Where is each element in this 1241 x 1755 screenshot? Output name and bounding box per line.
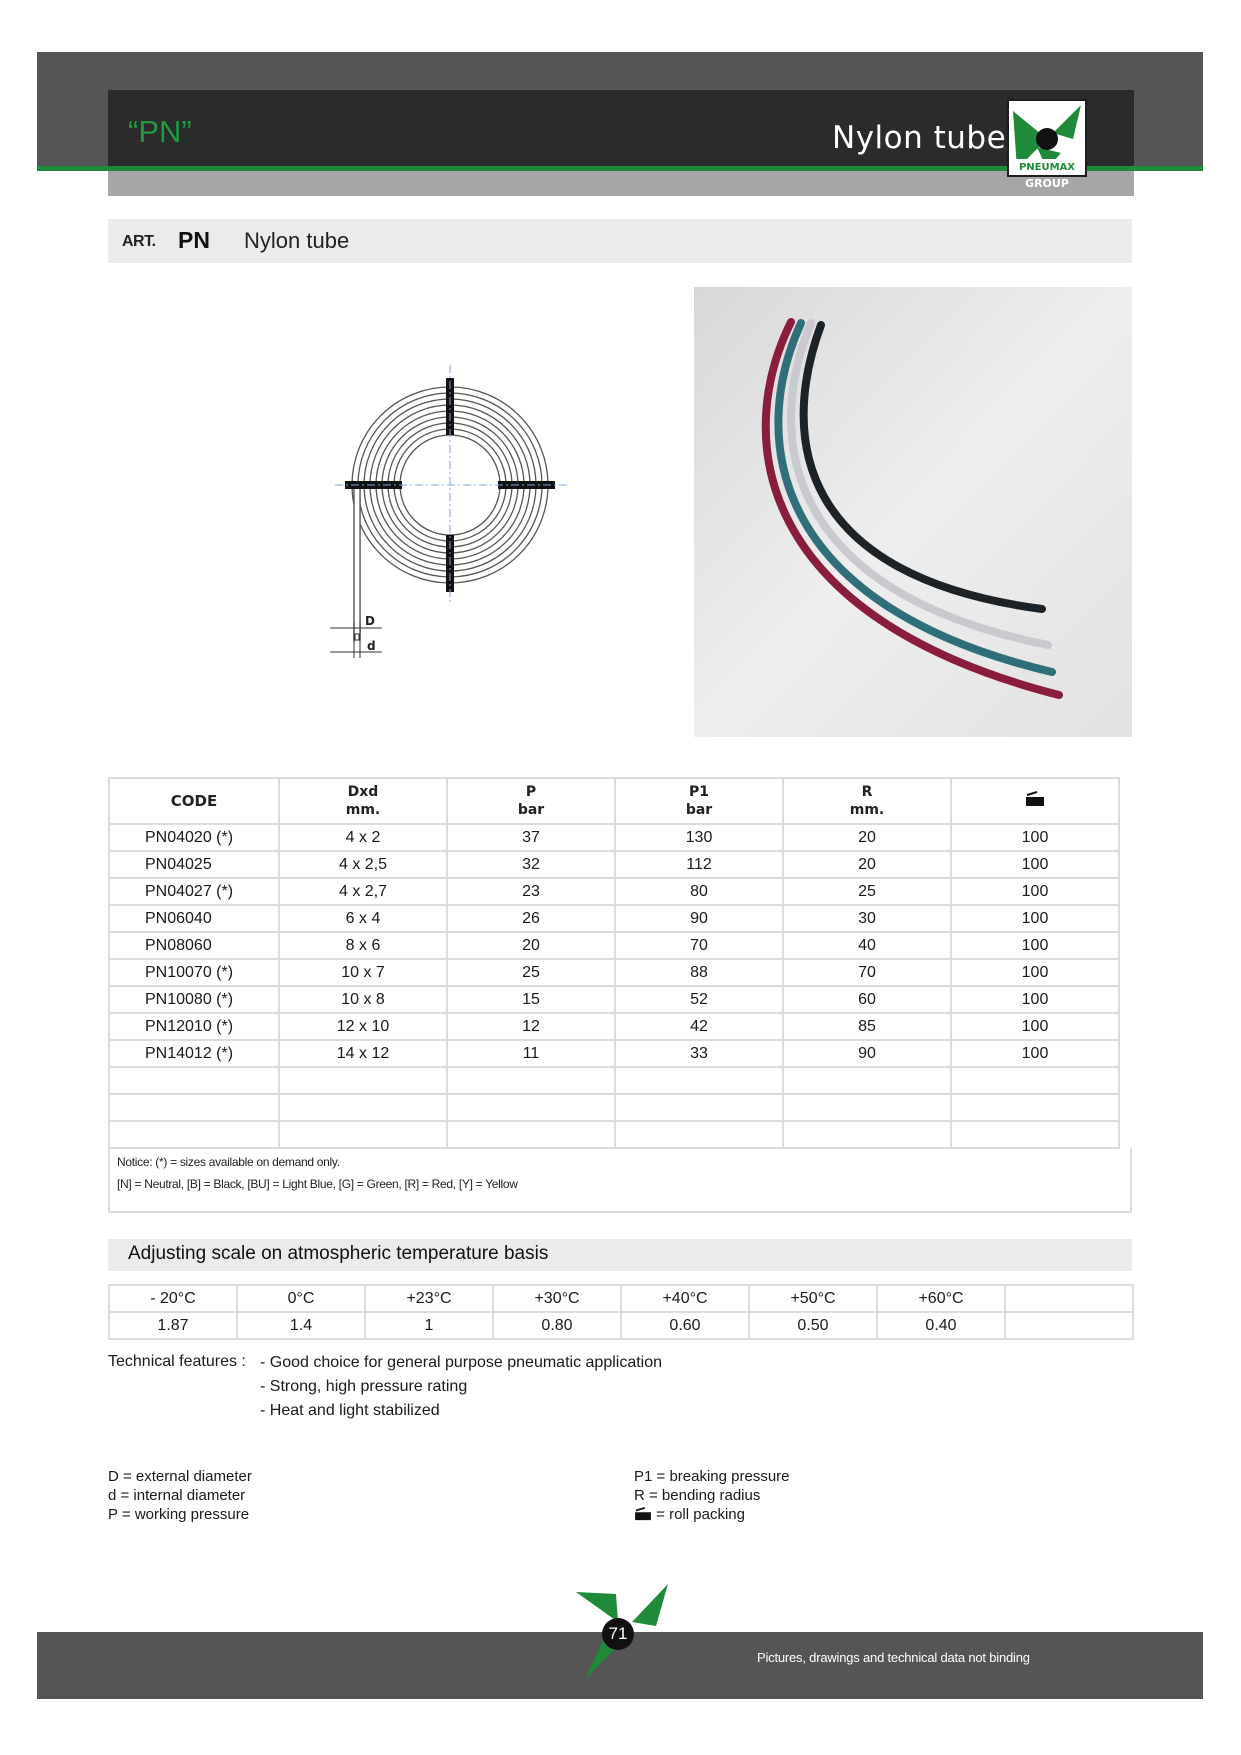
footer-disclaimer: Pictures, drawings and technical data not binding <box>757 1650 1030 1665</box>
temperature-cell: +23°C <box>365 1285 493 1312</box>
table-cell: 15 <box>447 986 615 1013</box>
article-code: PN <box>178 227 210 253</box>
feature-item: - Strong, high pressure rating <box>260 1378 468 1395</box>
logo-group-text: GROUP <box>1025 177 1069 190</box>
table-cell: 88 <box>615 959 783 986</box>
factor-cell: 0.60 <box>621 1312 749 1339</box>
table-cell: 14 x 12 <box>279 1040 447 1067</box>
table-cell: 37 <box>447 824 615 851</box>
table-header-row <box>109 778 1119 824</box>
table-cell: 70 <box>783 959 951 986</box>
factor-cell: 0.50 <box>749 1312 877 1339</box>
table-row <box>109 824 1119 851</box>
table-cell: 26 <box>447 905 615 932</box>
dimension-label-d: d <box>367 639 376 653</box>
table-cell: 10 x 8 <box>279 986 447 1013</box>
table-cell: 12 <box>447 1013 615 1040</box>
factor-cell: 1.87 <box>109 1312 237 1339</box>
table-cell: 100 <box>951 932 1119 959</box>
page-number: 71 <box>602 1618 634 1650</box>
legend-item: d = internal diameter <box>108 1487 246 1504</box>
table-cell: 25 <box>447 959 615 986</box>
table-cell: 8 x 6 <box>279 932 447 959</box>
table-cell <box>279 1094 447 1121</box>
table-cell <box>109 1121 279 1148</box>
header-grey-strip <box>108 171 1134 196</box>
logo-wordmark: PNEUMAX <box>1018 162 1076 173</box>
table-cell <box>279 1067 447 1094</box>
roll-packing-icon <box>634 1507 652 1521</box>
legend-item: P = working pressure <box>108 1506 250 1523</box>
table-cell: PN12010 (*) <box>109 1013 279 1040</box>
table-row <box>109 986 1119 1013</box>
factor-cell: 1 <box>365 1312 493 1339</box>
feature-item: - Good choice for general purpose pneumatic application <box>260 1354 663 1371</box>
table-cell: 25 <box>783 878 951 905</box>
table-row <box>109 932 1119 959</box>
table-cell: 60 <box>783 986 951 1013</box>
table-cell: 10 x 7 <box>279 959 447 986</box>
legend-item: R = bending radius <box>634 1487 761 1504</box>
table-cell: 130 <box>615 824 783 851</box>
table-cell: PN08060 <box>109 932 279 959</box>
factor-cell: 0.80 <box>493 1312 621 1339</box>
nylon-tubes-photo <box>694 287 1132 737</box>
table-cell <box>615 1121 783 1148</box>
table-cell <box>783 1067 951 1094</box>
roll-packing-icon <box>1025 791 1045 807</box>
table-cell: 20 <box>447 932 615 959</box>
table-row <box>109 1121 1119 1148</box>
table-cell: PN14012 (*) <box>109 1040 279 1067</box>
header-code: CODE <box>109 778 279 824</box>
table-cell: 100 <box>951 1013 1119 1040</box>
table-cell: 30 <box>783 905 951 932</box>
legend-item: P1 = breaking pressure <box>634 1468 790 1485</box>
page-title: Nylon tube <box>832 120 1007 156</box>
header-r: R mm. <box>783 778 951 824</box>
factor-cell: 0.40 <box>877 1312 1005 1339</box>
table-cell <box>615 1094 783 1121</box>
table-cell: 33 <box>615 1040 783 1067</box>
legend-item-roll-packing: = roll packing <box>634 1506 745 1523</box>
table-cell: 4 x 2,7 <box>279 878 447 905</box>
factor-cell <box>1005 1312 1133 1339</box>
temperature-table <box>108 1284 1134 1340</box>
table-row <box>109 905 1119 932</box>
table-cell: PN04020 (*) <box>109 824 279 851</box>
table-cell: 4 x 2,5 <box>279 851 447 878</box>
pneumax-logo <box>1007 99 1087 191</box>
table-cell: 70 <box>615 932 783 959</box>
table-cell <box>279 1121 447 1148</box>
table-row <box>109 1040 1119 1067</box>
table-row <box>109 959 1119 986</box>
table-row <box>109 1067 1119 1094</box>
table-cell: 32 <box>447 851 615 878</box>
temperature-cell <box>1005 1285 1133 1312</box>
article-name: Nylon tube <box>244 228 350 253</box>
table-cell <box>109 1094 279 1121</box>
temperature-row <box>109 1285 1133 1312</box>
table-cell <box>447 1121 615 1148</box>
table-cell <box>783 1121 951 1148</box>
technical-features-label: Technical features : <box>108 1353 246 1370</box>
temperature-cell: 0°C <box>237 1285 365 1312</box>
table-cell: 85 <box>783 1013 951 1040</box>
temperature-cell: +40°C <box>621 1285 749 1312</box>
table-cell: 6 x 4 <box>279 905 447 932</box>
table-cell: 12 x 10 <box>279 1013 447 1040</box>
temperature-cell: +30°C <box>493 1285 621 1312</box>
table-row <box>109 878 1119 905</box>
header-dxd: Dxd mm. <box>279 778 447 824</box>
table-cell: 20 <box>783 851 951 878</box>
temperature-cell: +50°C <box>749 1285 877 1312</box>
header-roll-packing <box>951 778 1119 824</box>
table-cell: 11 <box>447 1040 615 1067</box>
table-cell: 100 <box>951 851 1119 878</box>
article-label: ART. <box>122 233 156 250</box>
table-notice <box>108 1148 1132 1213</box>
table-cell: 100 <box>951 986 1119 1013</box>
table-cell: 80 <box>615 878 783 905</box>
table-cell: 23 <box>447 878 615 905</box>
table-cell: 100 <box>951 878 1119 905</box>
table-cell: 100 <box>951 1040 1119 1067</box>
table-row <box>109 851 1119 878</box>
factor-cell: 1.4 <box>237 1312 365 1339</box>
table-cell: 42 <box>615 1013 783 1040</box>
header-p: P bar <box>447 778 615 824</box>
table-cell <box>615 1067 783 1094</box>
table-cell <box>109 1067 279 1094</box>
table-cell <box>783 1094 951 1121</box>
table-cell: PN10080 (*) <box>109 986 279 1013</box>
legend-item: D = external diameter <box>108 1468 252 1485</box>
temperature-section-title: Adjusting scale on atmospheric temperature basis <box>128 1243 549 1264</box>
coil-technical-drawing <box>320 360 580 660</box>
table-cell <box>951 1094 1119 1121</box>
factor-row <box>109 1312 1133 1339</box>
table-cell: 90 <box>783 1040 951 1067</box>
table-cell: 100 <box>951 905 1119 932</box>
table-row <box>109 1094 1119 1121</box>
table-cell: 4 x 2 <box>279 824 447 851</box>
table-cell: 100 <box>951 959 1119 986</box>
temperature-cell: - 20°C <box>109 1285 237 1312</box>
table-cell: 112 <box>615 851 783 878</box>
table-cell: 40 <box>783 932 951 959</box>
table-cell: 100 <box>951 824 1119 851</box>
table-cell: PN10070 (*) <box>109 959 279 986</box>
table-cell <box>951 1121 1119 1148</box>
table-cell <box>447 1067 615 1094</box>
feature-item: - Heat and light stabilized <box>260 1402 440 1419</box>
temperature-cell: +60°C <box>877 1285 1005 1312</box>
header-p1: P1 bar <box>615 778 783 824</box>
series-code: “PN” <box>128 114 192 149</box>
table-cell <box>447 1094 615 1121</box>
table-cell: PN06040 <box>109 905 279 932</box>
notice-availability: Notice: (*) = sizes available on demand only. <box>117 1155 340 1169</box>
table-cell: 90 <box>615 905 783 932</box>
notice-colors: [N] = Neutral, [B] = Black, [BU] = Light Blue, [G] = Green, [R] = Red, [Y] = Yellow <box>117 1177 518 1191</box>
table-cell <box>951 1067 1119 1094</box>
table-row <box>109 1013 1119 1040</box>
table-cell: 20 <box>783 824 951 851</box>
table-cell: 52 <box>615 986 783 1013</box>
table-cell: PN04027 (*) <box>109 878 279 905</box>
product-table <box>108 777 1120 1149</box>
dimension-label-D: D <box>365 614 375 628</box>
table-cell: PN04025 <box>109 851 279 878</box>
